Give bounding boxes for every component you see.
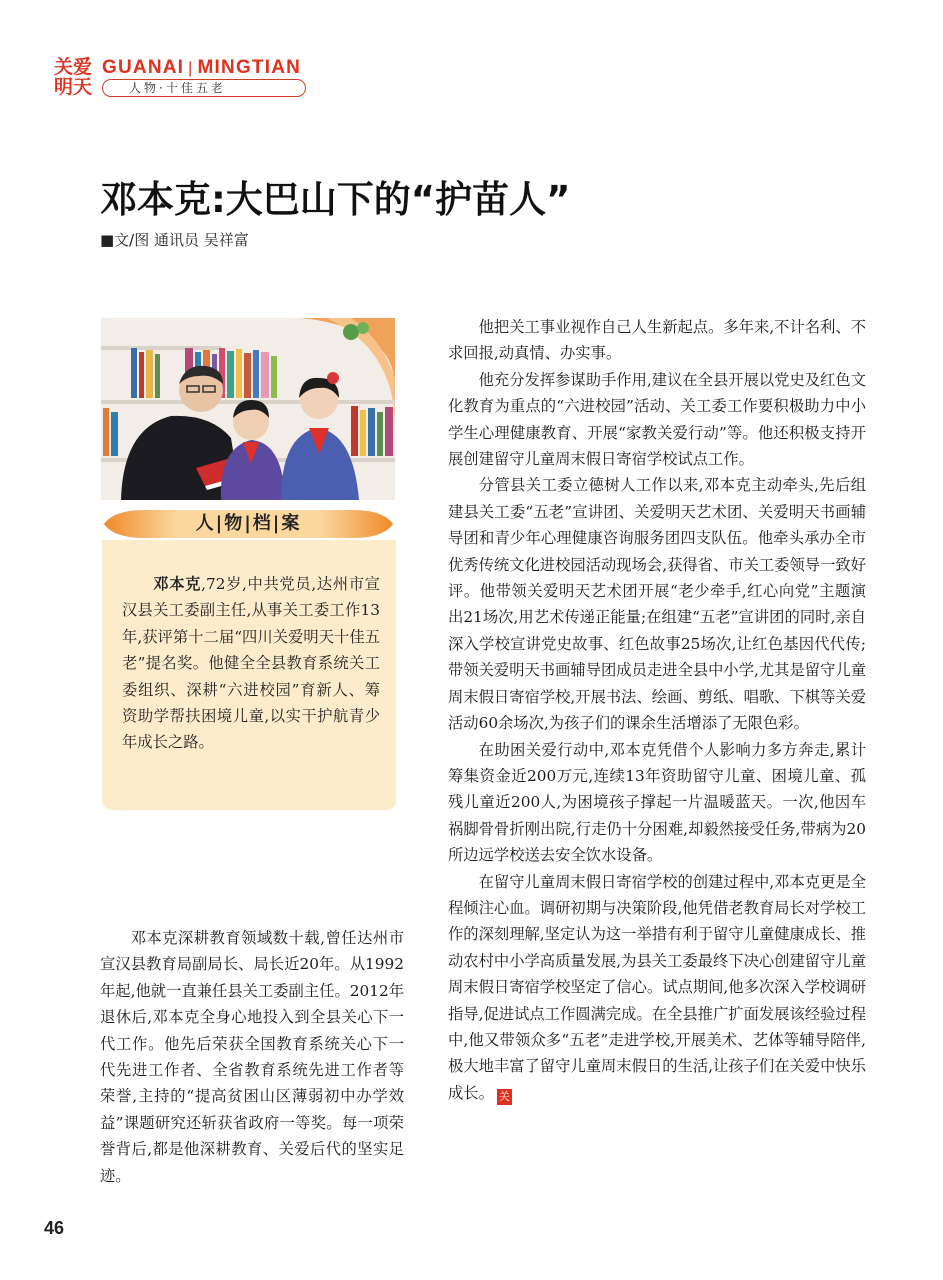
brand-right: MINGTIAN [197, 57, 302, 78]
logo-line-1: 关爱 [54, 56, 93, 78]
magazine-logo [54, 57, 94, 97]
article-photo [101, 318, 395, 500]
right-paragraph-4: 在助困关爱行动中,邓本克凭借个人影响力多方奔走,累计筹集资金近200万元,连续13年资助留守儿童、困境儿童、孤残儿童近200人,为困境孩子撑起一片温暖蓝天。一次,他因车祸脚骨骨折刚出院,行走仍十分困难,却毅然接受任务,带病为20所边远学校送去安全饮水设备。 [448, 740, 866, 865]
profile-label: 人|物|档|案 [195, 513, 302, 534]
left-column [100, 925, 404, 1189]
profile-description: ,72岁,中共党员,达州市宣汉县关工委副主任,从事关工委工作13年,获评第十二届“四川关爱明天十佳五老”提名奖。他健全全县教育系统关工委组织、深耕“六进校园”育新人、筹资助学帮扶困境儿童,以实干护航青少年成长之路。 [122, 575, 380, 752]
brand-separator: | [188, 60, 194, 77]
right-paragraph-3: 分管县关工委立德树人工作以来,邓本克主动牵头,先后组建县关工委“五老”宣讲团、关爱明天艺术团、关爱明天书画辅导团和青少年心理健康咨询服务团四支队伍。他牵头承办全市优秀传统文化进校园活动现场会,获得省、市关工委领导一致好评。他带领关爱明天艺术团开展“老少牵手,红心向党”主题演出21场次,用艺术传递正能量;在组建“五老”宣讲团的同时,亲自深入学校宣讲党史故事、红色故事25场次,让红色基因代代传;带领关爱明天书画辅导团成员走进全县中小学,尤其是留守儿童周末假日寄宿学校,开展书法、绘画、剪纸、唱歌、下棋等关爱活动60余场次,为孩子们的课余生活增添了无限色彩。 [448, 476, 866, 733]
left-paragraph-1: 邓本克深耕教育领域数十载,曾任达州市宣汉县教育局副局长、局长近20年。从1992年起,他就一直兼任县关工委副主任。2012年退休后,邓本克全身心地投入到全县关心下一代工作。他先后荣获全国教育系统关心下一代先进工作者、全省教育系统先进工作者等荣誉,主持的“提高贫困山区薄弱初中办学效益”课题研究还斩获省政府一等奖。每一项荣誉背后,都是他深耕教育、关爱后代的坚实足迹。 [100, 929, 404, 1185]
article-byline: ■文/图 通讯员 吴祥富 [100, 231, 249, 249]
right-paragraph-5: 在留守儿童周末假日寄宿学校的创建过程中,邓本克更是全程倾注心血。调研初期与决策阶段,他凭借老教育局长对学校工作的深刻理解,坚定认为这一举措有利于留守儿童健康成长、推动农村中小学高质量发展,为县关工委最终下决心创建留守儿童周末假日寄宿学校坚定了信心。试点期间,他多次深入学校调研指导,促进试点工作圆满完成。在全县推广扩面发展该经验过程中,他又带领众多“五老”走进学校,开展美术、艺体等辅导陪伴,极大地丰富了留守儿童周末假日的生活,让孩子们在关爱中快乐成长。 [448, 872, 866, 1102]
end-mark-icon: 关 [498, 1089, 510, 1103]
section-tag-label: 人物·十佳五老 [129, 81, 226, 95]
right-column [448, 314, 866, 1106]
right-paragraph-1: 他把关工事业视作自己人生新起点。多年来,不计名利、不求回报,动真情、办实事。 [448, 318, 866, 363]
profile-text [122, 571, 380, 756]
article-title: 邓本克:大巴山下的“护苗人” [100, 178, 571, 221]
page-number: 46 [44, 1218, 65, 1238]
right-paragraph-5-wrap [448, 869, 866, 1107]
logo-line-2: 明天 [54, 76, 93, 98]
right-paragraph-2: 他充分发挥参谋助手作用,建议在全县开展以党史及红色文化教育为重点的“六进校园”活动、关工委工作要积极助力中小学生心理健康教育、开展“家教关爱行动”等。他还积极支持开展创建留守儿童周末假日寄宿学校试点工作。 [448, 370, 866, 469]
brand-left: GUANAI [102, 57, 185, 78]
section-tag [102, 79, 306, 97]
brand-name [102, 57, 301, 79]
profile-name: 邓本克 [152, 575, 202, 593]
